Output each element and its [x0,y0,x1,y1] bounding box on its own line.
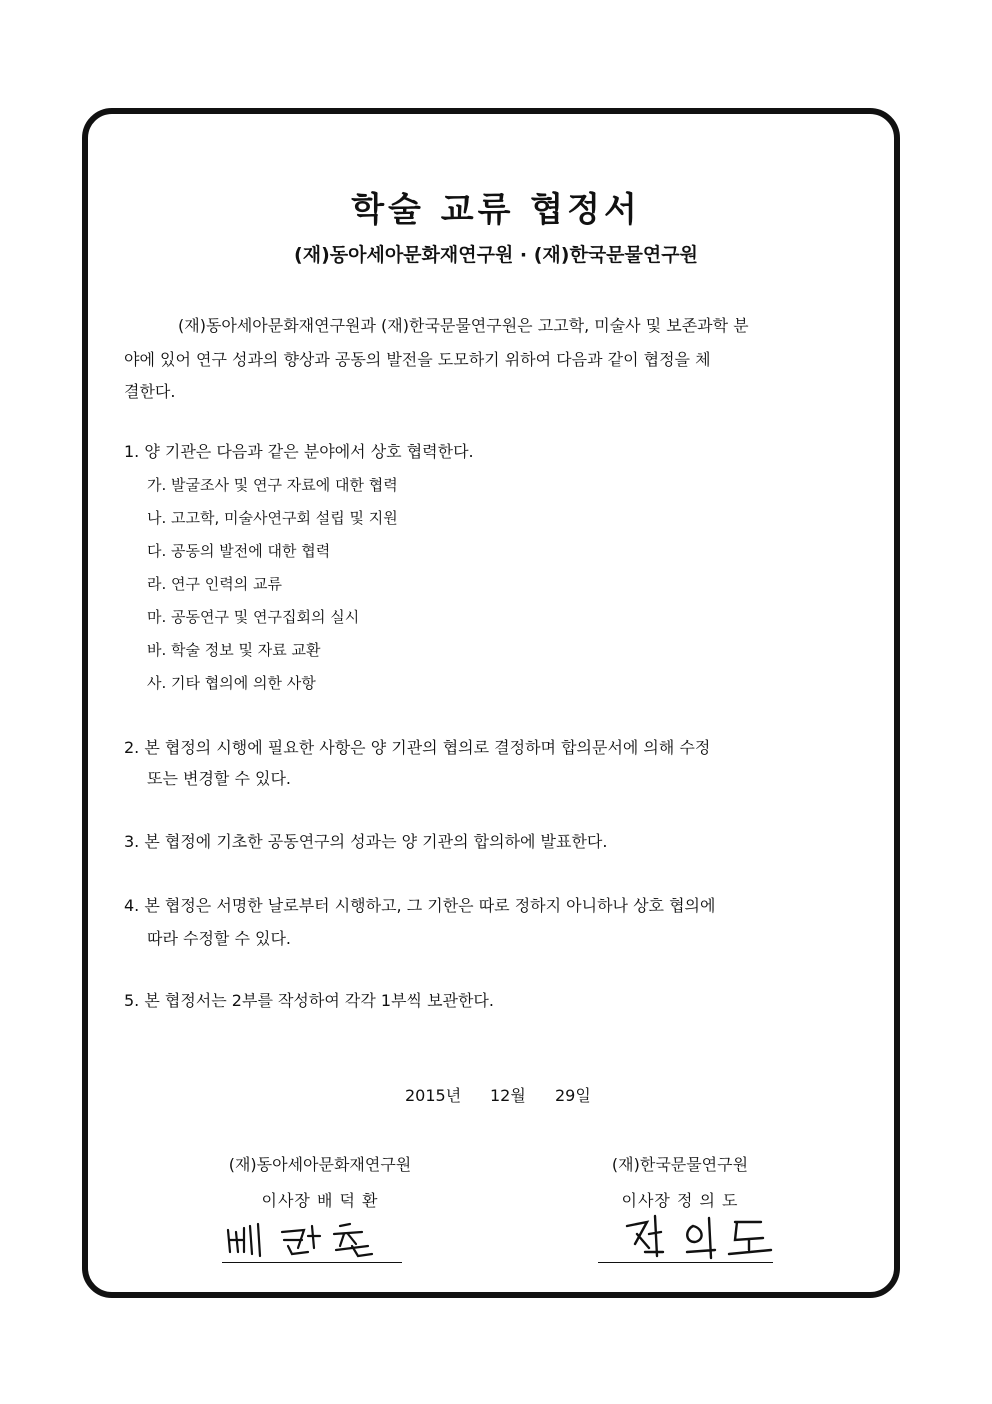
signature-2-handwritten [615,1212,780,1264]
intro-line-3: 결한다. [124,382,176,401]
date-day: 29일 [555,1086,591,1105]
date-year: 2015년 [405,1086,462,1105]
article-4-line-1: 4. 본 협정은 서명한 날로부터 시행하고, 그 기한은 따로 정하지 아니하나 상호 협의에 [124,896,716,915]
document-border [82,108,900,1298]
document-title: 학술 교류 협정서 [351,190,641,230]
article-5: 5. 본 협정서는 2부를 작성하여 각각 1부씩 보관한다. [124,991,494,1010]
article-1-subitem: 나. 고고학, 미술사연구회 설립 및 지원 [147,509,398,527]
signatory-1-name: 이사장 배 덕 환 [261,1191,379,1210]
article-1-subitem: 사. 기타 협의에 의한 사항 [147,674,316,692]
article-1-subitem: 가. 발굴조사 및 연구 자료에 대한 협력 [147,476,398,494]
article-1-subitem: 다. 공동의 발전에 대한 협력 [147,542,331,560]
article-1: 1. 양 기관은 다음과 같은 분야에서 상호 협력한다. [124,442,474,461]
article-1-subitem: 라. 연구 인력의 교류 [147,575,282,593]
article-2-line-2: 또는 변경할 수 있다. [147,769,291,788]
article-3: 3. 본 협정에 기초한 공동연구의 성과는 양 기관의 합의하에 발표한다. [124,832,608,851]
signature-1-handwritten [222,1218,382,1264]
date-month: 12월 [490,1086,526,1105]
signatory-2-org: (재)한국문물연구원 [611,1155,749,1174]
article-1-subitem: 바. 학술 정보 및 자료 교환 [147,641,321,659]
article-4-line-2: 따라 수정할 수 있다. [147,929,291,948]
article-2-line-1: 2. 본 협정의 시행에 필요한 사항은 양 기관의 협의로 결정하며 합의문서에 의해 수정 [124,738,711,757]
signature-2-line [598,1262,773,1263]
signatory-2-name: 이사장 정 의 도 [621,1191,739,1210]
intro-line-1: (재)동아세아문화재연구원과 (재)한국문물연구원은 고고학, 미술사 및 보존과학 분 [178,316,749,335]
article-1-subitem: 마. 공동연구 및 연구집회의 실시 [147,608,360,626]
signature-1-line [222,1262,402,1263]
signatory-1-org: (재)동아세아문화재연구원 [228,1155,412,1174]
document-subtitle: (재)동아세아문화재연구원 · (재)한국문물연구원 [294,244,698,266]
intro-line-2: 야에 있어 연구 성과의 향상과 공동의 발전을 도모하기 위하여 다음과 같이 협정을 체 [124,350,711,369]
